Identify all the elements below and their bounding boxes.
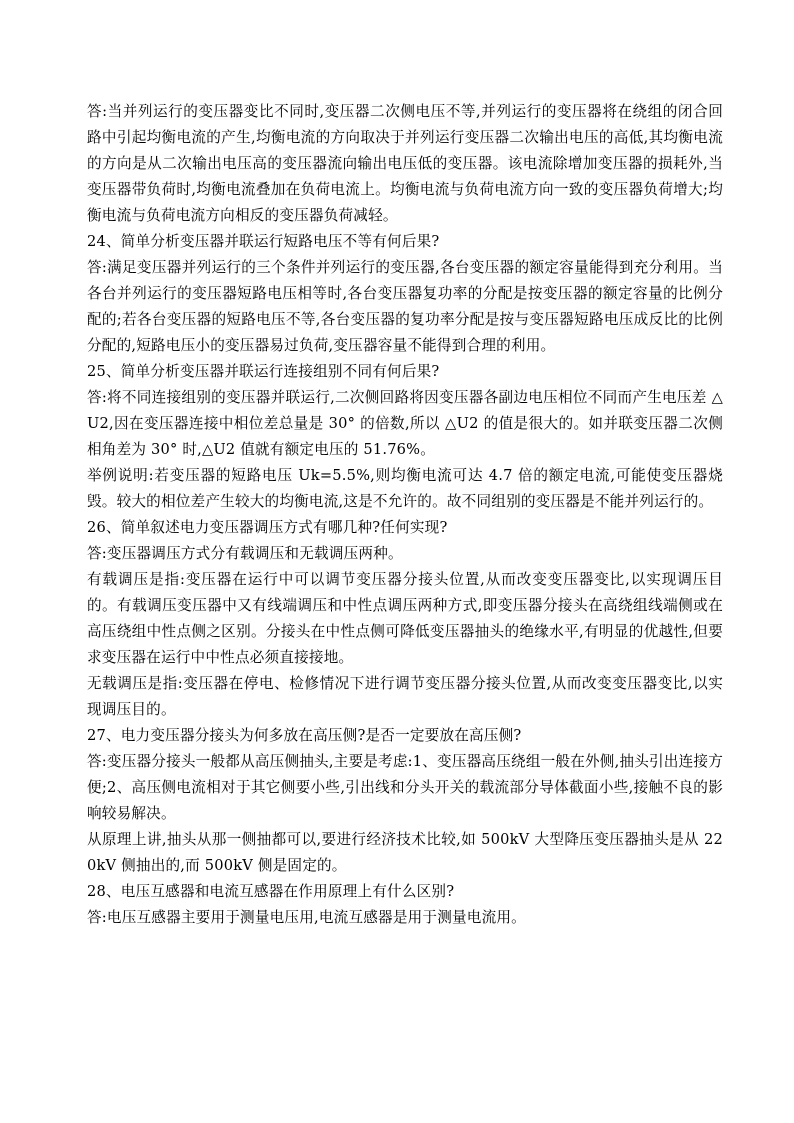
answer-paragraph: 答:变压器调压方式分有载调压和无载调压两种。 bbox=[87, 545, 403, 562]
offload-tap-paragraph: 无载调压是指:变压器在停电、检修情况下进行调节变压器分接头位置,从而改变变压器变比,以实现调压目的。 bbox=[87, 675, 723, 718]
example-paragraph: 举例说明:若变压器的短路电压 Uk=5.5%,则均衡电流可达 4.7 倍的额定电流,可能使变压器烧毁。较大的相位差产生较大的均衡电流,这是不允许的。故不同组别的变压器是不能并列运行的。 bbox=[87, 467, 723, 510]
question-heading-24: 24、简单分析变压器并联运行短路电压不等有何后果? bbox=[87, 233, 440, 250]
answer-paragraph: 答:电压互感器主要用于测量电压用,电流互感器是用于测量电流用。 bbox=[87, 909, 526, 926]
document-page bbox=[87, 99, 723, 931]
principle-paragraph: 从原理上讲,抽头从那一侧抽都可以,要进行经济技术比较,如 500kV 大型降压变压器抽头是从 220kV 侧抽出的,而 500kV 侧是固定的。 bbox=[87, 831, 723, 874]
question-heading-27: 27、电力变压器分接头为何多放在高压侧?是否一定要放在高压侧? bbox=[87, 727, 522, 744]
question-heading-25: 25、简单分析变压器并联运行连接组别不同有何后果? bbox=[87, 363, 440, 380]
question-heading-28: 28、电压互感器和电流互感器在作用原理上有什么区别? bbox=[87, 883, 455, 900]
answer-paragraph: 答:将不同连接组别的变压器并联运行,二次侧回路将因变压器各副边电压相位不同而产生电压差 △U2,因在变压器连接中相位差总量是 30° 的倍数,所以 △U2 的值是很大的。如并联变压器二次侧相角差为 30° 时,△U2 值就有额定电压的 51.76%。 bbox=[87, 389, 723, 458]
question-heading-26: 26、简单叙述电力变压器调压方式有哪几种?任何实现? bbox=[87, 519, 448, 536]
onload-tap-paragraph: 有载调压是指:变压器在运行中可以调节变压器分接头位置,从而改变变压器变比,以实现调压目的。有载调压变压器中又有线端调压和中性点调压两种方式,即变压器分接头在高绕组线端侧或在高压绕组中性点侧之区别。分接头在中性点侧可降低变压器抽头的绝缘水平,有明显的优越性,但要求变压器在运行中中性点必须直接接地。 bbox=[87, 571, 723, 666]
answer-paragraph: 答:当并列运行的变压器变比不同时,变压器二次侧电压不等,并列运行的变压器将在绕组的闭合回路中引起均衡电流的产生,均衡电流的方向取决于并列运行变压器二次输出电压的高低,其均衡电流的方向是从二次输出电压高的变压器流向输出电压低的变压器。该电流除增加变压器的损耗外,当变压器带负荷时,均衡电流叠加在负荷电流上。均衡电流与负荷电流方向一致的变压器负荷增大;均衡电流与负荷电流方向相反的变压器负荷减轻。 bbox=[87, 103, 723, 224]
answer-paragraph: 答:变压器分接头一般都从高压侧抽头,主要是考虑:1、变压器高压绕组一般在外侧,抽头引出连接方便;2、高压侧电流相对于其它侧要小些,引出线和分头开关的载流部分导体截面小些,接触不良的影响较易解决。 bbox=[87, 753, 723, 822]
answer-paragraph: 答:满足变压器并列运行的三个条件并列运行的变压器,各台变压器的额定容量能得到充分利用。当各台并列运行的变压器短路电压相等时,各台变压器复功率的分配是按变压器的额定容量的比例分配的;若各台变压器的短路电压不等,各台变压器的复功率分配是按与变压器短路电压成反比的比例分配的,短路电压小的变压器易过负荷,变压器容量不能得到合理的利用。 bbox=[87, 259, 723, 354]
